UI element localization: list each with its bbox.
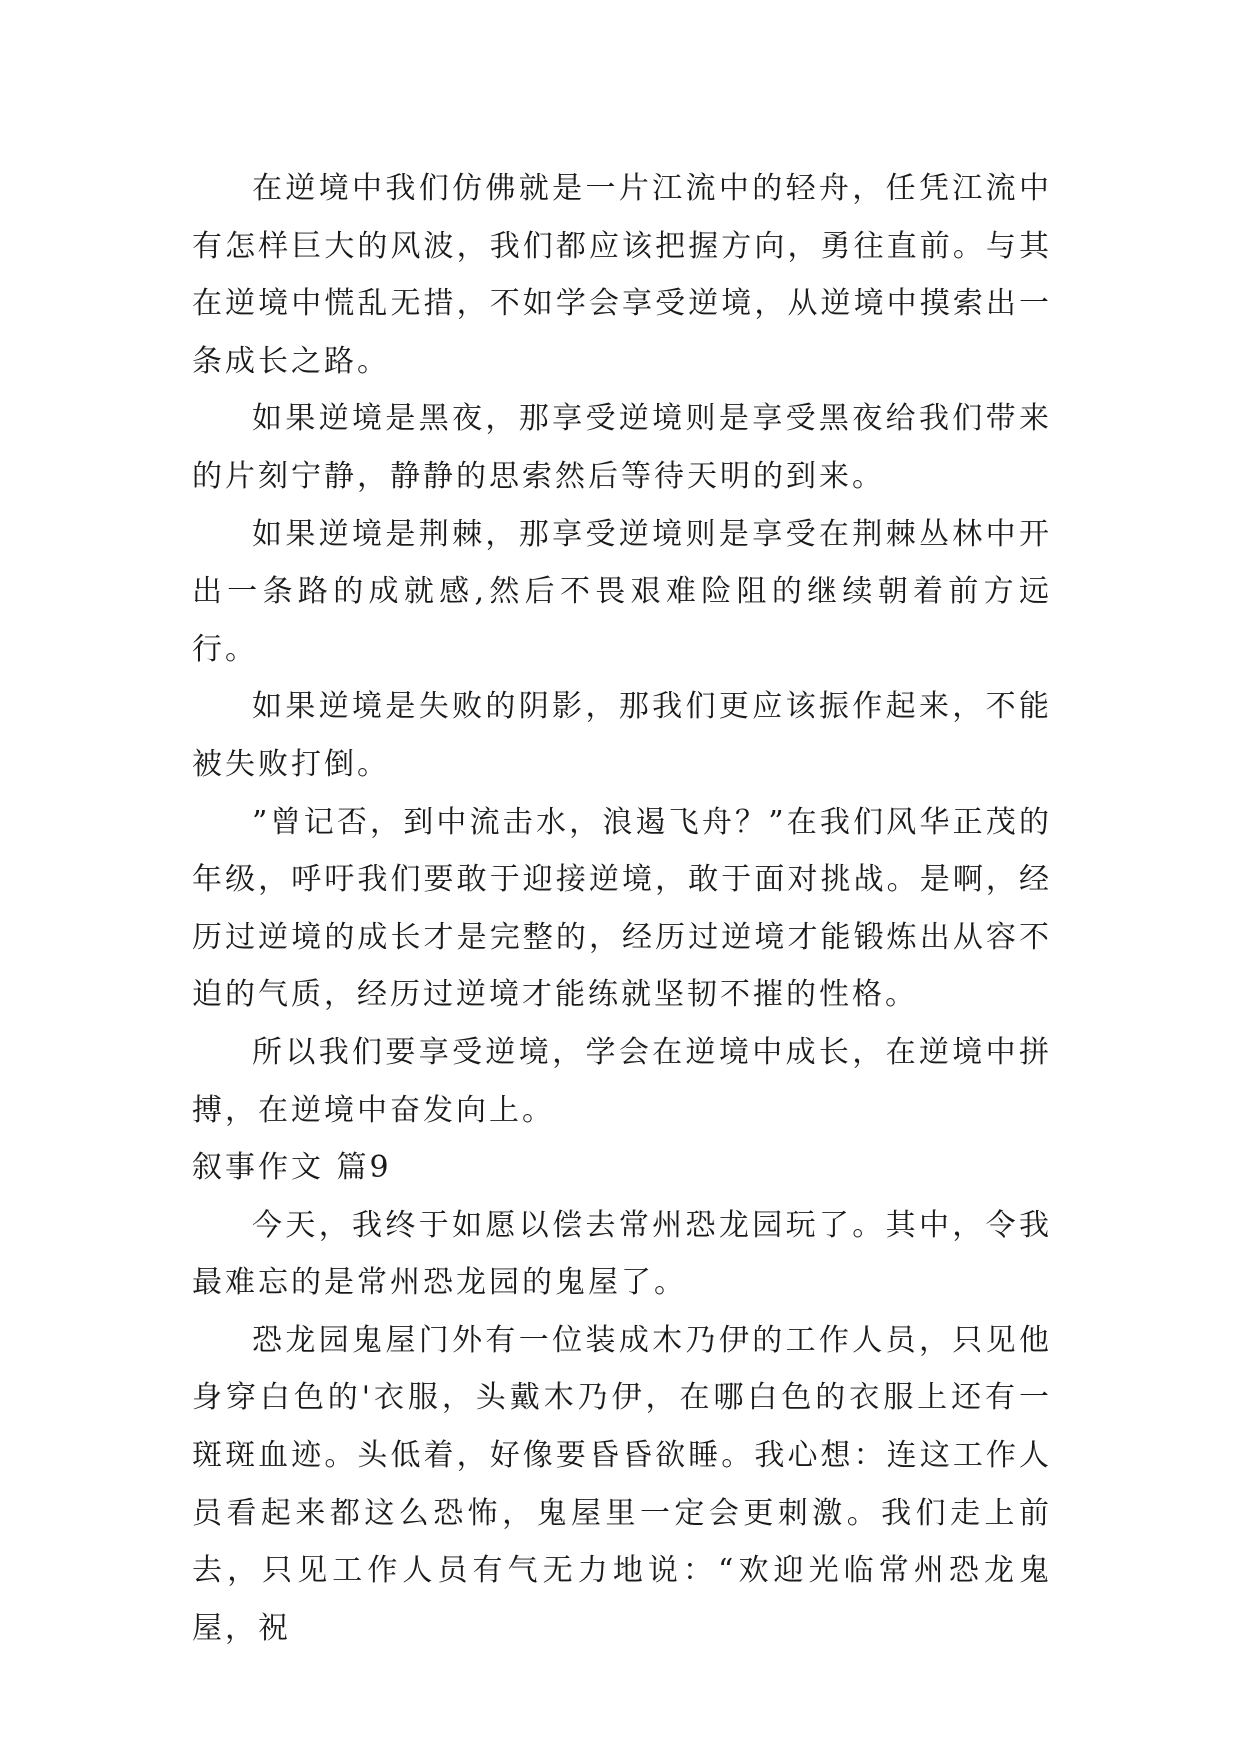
paragraph: 在逆境中我们仿佛就是一片江流中的轻舟，任凭江流中有怎样巨大的风波，我们都应该把握方向，勇往直前。与其在逆境中慌乱无措，不如学会享受逆境，从逆境中摸索出一条成长之路。 bbox=[192, 171, 1052, 379]
paragraph: ”曾记否，到中流击水，浪遏飞舟？”在我们风华正茂的年级，呼吁我们要敢于迎接逆境，敢于面对挑战。是啊，经历过逆境的成长才是完整的，经历过逆境才能锻炼出从容不迫的气质，经历过逆境才能练就坚韧不摧的性格。 bbox=[192, 804, 1052, 1013]
document-page bbox=[192, 160, 1052, 1657]
paragraph: 如果逆境是失败的阴影，那我们更应该振作起来，不能被失败打倒。 bbox=[192, 689, 1052, 782]
paragraph: 如果逆境是黑夜，那享受逆境则是享受黑夜给我们带来的片刻宁静，静静的思索然后等待天明的到来。 bbox=[192, 401, 1052, 494]
paragraph: 今天，我终于如愿以偿去常州恐龙园玩了。其中，令我最难忘的是常州恐龙园的鬼屋了。 bbox=[192, 1207, 1052, 1301]
paragraph: 所以我们要享受逆境，学会在逆境中成长，在逆境中拼搏，在逆境中奋发向上。 bbox=[192, 1034, 1052, 1128]
paragraph: 恐龙园鬼屋门外有一位装成木乃伊的工作人员，只见他身穿白色的'衣服，头戴木乃伊，在哪白色的衣服上还有一斑斑血迹。头低着，好像要昏昏欲睡。我心想：连这工作人员看起来都这么恐怖，鬼屋里一定会更刺激。我们走上前去，只见工作人员有气无力地说：“欢迎光临常州恐龙鬼屋，祝 bbox=[192, 1322, 1052, 1646]
paragraph: 如果逆境是荆棘，那享受逆境则是享受在荆棘丛林中开出一条路的成就感,然后不畏艰难险阻的继续朝着前方远行。 bbox=[192, 516, 1052, 667]
section-heading: 叙事作文 篇9 bbox=[192, 1150, 392, 1186]
